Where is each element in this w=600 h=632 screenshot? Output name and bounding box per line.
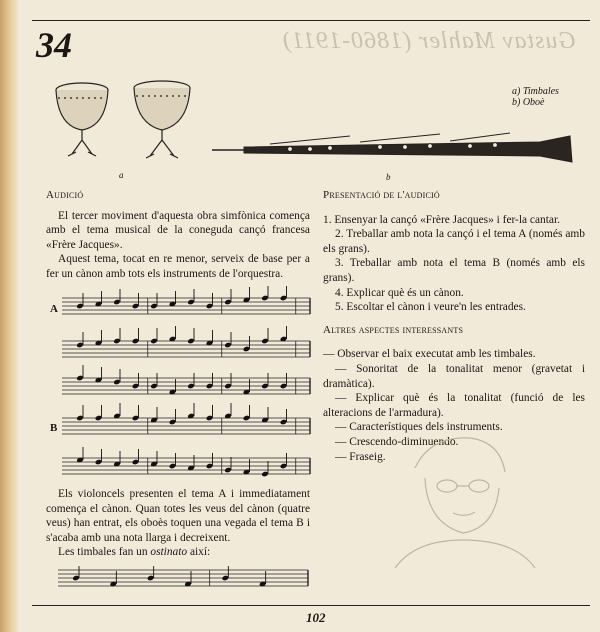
chapter-number: 34 [36,25,72,65]
list-item: 3. Treballar amb nota el tema B (només amb els grans). [323,257,585,284]
legend-item-timbales: a) Timbales [512,86,559,97]
list-item: 1. Ensenyar la cançó «Frère Jacques» i fer-la cantar. [323,213,560,226]
paragraph-intro: El tercer moviment d'aquesta obra simfònica comença amb el tema musical de la coneguda cançó francesa «Frère Jacques». [46,209,310,251]
paragraph-cellos: Els violoncels presenten el tema A i immediatament comença el cànon. Quan totes les veus del cànon (quatre veus) han entrat, els oboès toquen una vegada el tema B i s'acaba amb una nota llarga i decreixent. [46,488,310,544]
aspect-item: — Explicar què és la tonalitat (funció de les alteracions de l'armadura). [323,392,585,419]
legend-item-oboe: b) Oboè [512,97,545,108]
right-column [323,188,585,464]
figure-label-a: a [119,170,124,180]
left-column [46,188,310,282]
figure-label-b: b [386,172,391,182]
list-item: 5. Escoltar el cànon i veure'n les entrades. [335,301,526,314]
aspect-item: — Sonoritat de la tonalitat menor (gravetat i dramàtica). [323,362,585,390]
section-heading-other-aspects: Altres aspectes interessants [323,323,464,336]
aspect-item: — Fraseig. [335,450,386,463]
bottom-rule [32,605,590,606]
staff-label-a: A [50,303,58,315]
figure-legend [512,86,559,108]
paragraph-ostinato: Les timbales fan un ostinato així: [58,546,211,559]
portrait-bleed-through [375,428,545,568]
staff-label-b: B [50,422,58,434]
oboe-illustration [210,128,575,168]
section-heading-audicio: Audició [46,189,84,201]
left-column-lower [46,487,310,560]
list-item: 2. Treballar amb nota la cançó i el tema A (només amb els grans). [323,228,585,255]
ostinato-staff [58,566,308,587]
music-staff [62,326,310,357]
paragraph-canon: Aquest tema, tocat en re menor, serveix de base per a fer un cànon amb tots els instruments de l'orquestra. [46,253,310,280]
page-number: 102 [306,610,326,625]
timpani-ostinato-staff [58,566,310,592]
timpani-illustration [50,78,200,168]
music-staff [62,447,310,477]
music-staff [62,403,310,434]
book-binding [0,0,18,632]
aspect-item: — Crescendo-diminuendo. [335,435,459,448]
aspect-item: — Característiques dels instruments. [335,421,503,434]
aspect-item: — Observar el baix executat amb les timbales. [323,348,536,361]
list-item: 4. Explicar què és un cànon. [335,286,464,299]
bleed-through-title: Gustav Mahler (1860-1911) [282,28,576,54]
section-heading-presentation: Presentació de l'audició [323,189,440,201]
top-rule [32,20,590,21]
music-staff [62,365,310,395]
music-staff [62,286,310,314]
